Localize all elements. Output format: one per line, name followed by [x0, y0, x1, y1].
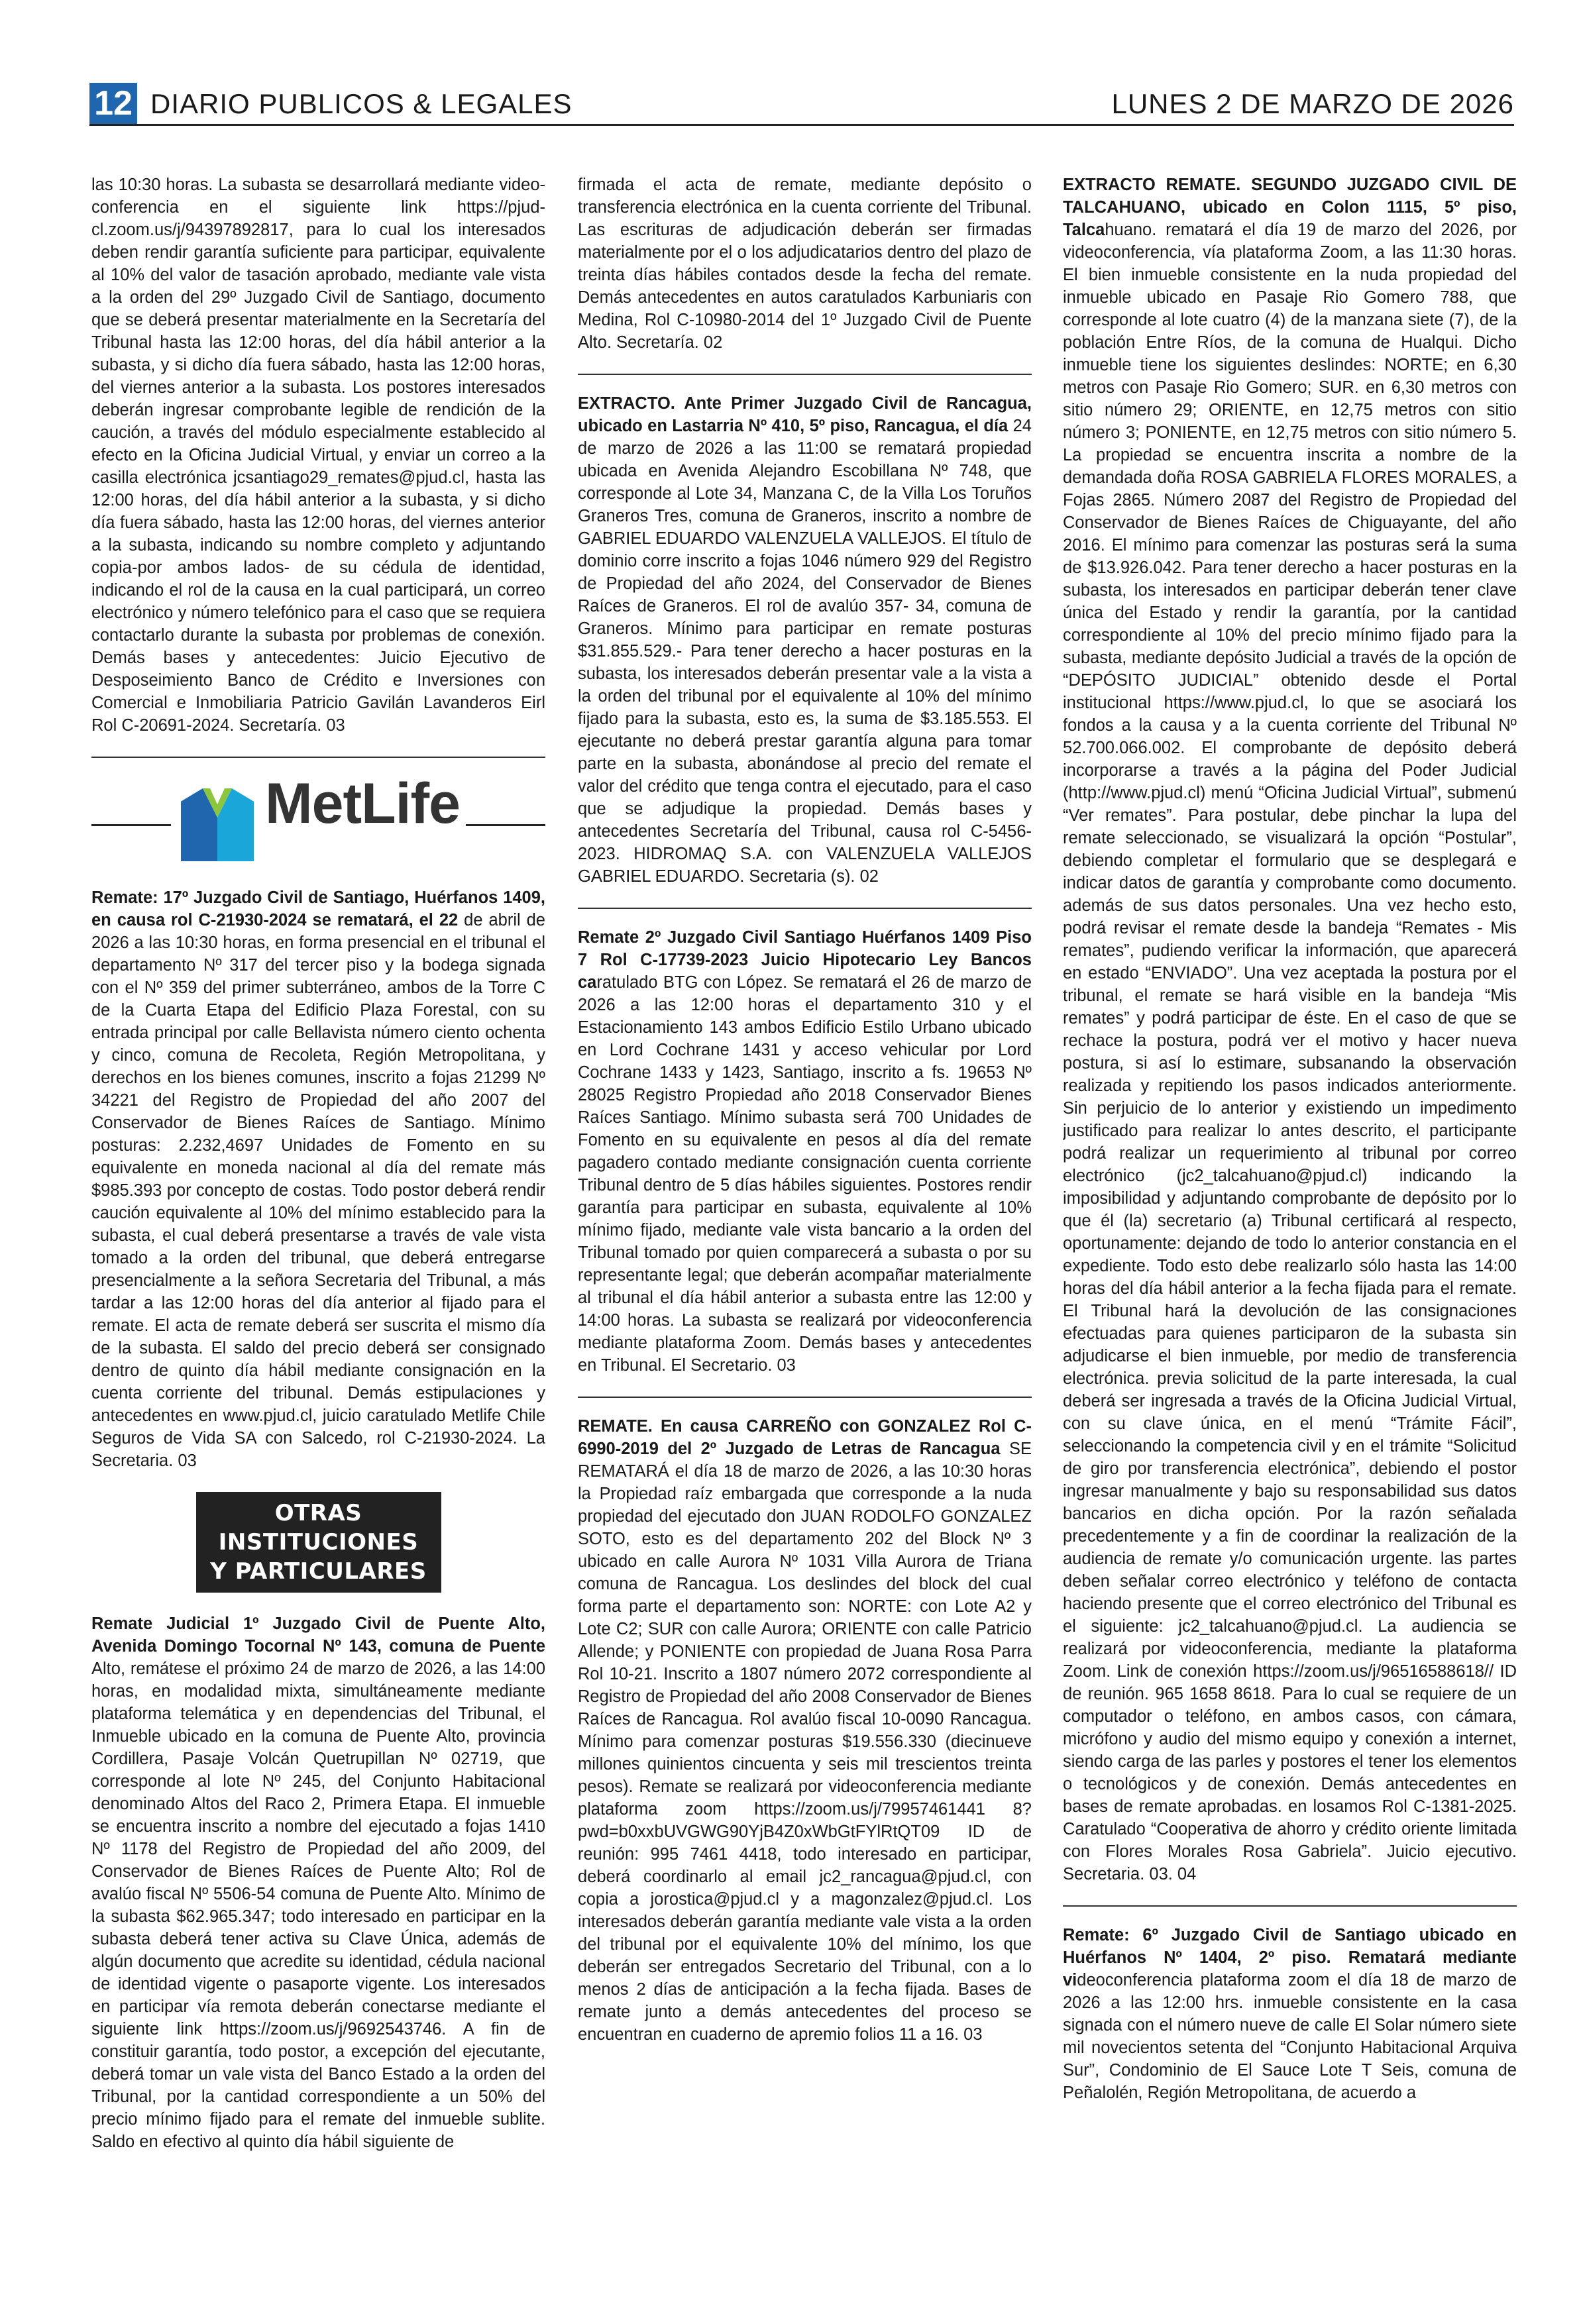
- divider: [578, 1397, 1032, 1398]
- publication-date: LUNES 2 DE MARZO DE 2026: [1111, 88, 1514, 119]
- column-2: [578, 174, 1032, 2284]
- notice-body: SE REMATARÁ el día 18 de marzo de 2026, a las 10:30 horas la Propiedad raíz embargada que corresponde a la nuda propiedad del ejecutado don JUAN RODOLFO GONZALEZ SOTO, esto es del departamento 202 del Block Nº 3 ubicado en calle Aurora Nº 1031 Villa Aurora de Triana comuna de Rancagua. Los deslindes del block del cual forma parte el departamento son: NORTE: con Lote A2 y Lote C2; SUR con calle Aurora; ORIENTE con calle Patricio Allende; y PONIENTE con propiedad de Juana Rosa Parra Rol 10-21. Inscrito a 1807 número 2072 correspondiente al Registro de Propiedad del año 2008 Conservador de Bienes Raíces de Rancagua. Rol avalúo fiscal 10-0090 Rancagua. Mínimo para comenzar posturas $19.556.330 (diecinueve millones quinientos cincuenta y seis mil trescientos treinta pesos). Remate se realizará por videoconferencia mediante plataforma zoom https://zoom.us/j/79957461441 8?pwd=b0xxbUVGWG90YjB4Z0xWbGtFYlRtQT09 ID de reunión: 995 7461 4418, todo interesado en participar, deberá coordinarlo al email jc2_rancagua@pjud.cl, con copia a jorostica@pjud.cl y a magonzalez@pjud.cl. Los interesados deberán garantía mediante vale vista a la orden del tribunal por el equivalente 10% del mínimo, los que deberán ser entregados Secretario del Tribunal, con a lo menos 2 días de anticipación a la fecha fijada. Bases de remate junto a demás antecedentes del proceso se encuentran en cuaderno de apremio folios 11 a 16. 03: [578, 1440, 1032, 2044]
- divider: [578, 908, 1032, 909]
- divider: [578, 374, 1032, 375]
- notice-body: Alto, remátese el próximo 24 de marzo de 2026, a las 14:00 horas, en modalidad mixta, simultáneamente mediante plataforma telemática y en dependencias del Tribunal, el Inmueble ubicado en la comuna de Puente Alto, provincia Cordillera, Pasaje Volcán Quetrupillan Nº 02719, que corresponde al lote Nº 245, del Conjunto Habitacional denominado Altos del Raco 2, Primera Etapa. El inmueble se encuentra inscrito a nombre del ejecutado a fojas 1410 Nº 1178 del Registro de Propiedad del año 2009, del Conservador de Bienes Raíces de Puente Alto; Rol de avalúo fiscal Nº 5506-54 comuna de Puente Alto. Mínimo de la subasta $62.965.347; todo interesado en participar en la subasta deberá tener activa su Clave Única, además de algún documento que acredite su identidad, cédula nacional de identidad vigente o pasaporte vigente. Los interesados en participar vía remota deberán conectarse mediante el siguiente link https://zoom.us/j/9692543746. A fin de constituir garantía, todo postor, a excepción del ejecutante, deberá tomar un vale vista del Banco Estado a la orden del Tribunal, por la cantidad correspondiente a un 50% del precio mínimo fijado para el remate del inmueble sublite. Saldo en efectivo al quinto día hábil siguiente de: [91, 1660, 545, 2151]
- column-1: [91, 174, 545, 2284]
- divider: [1063, 1905, 1517, 1907]
- notice-body: huano. rematará el día 19 de marzo del 2026, por videoconferencia, vía plataforma Zoom, a las 11:30 horas. El bien inmueble consistente en la nuda propiedad del inmueble ubicado en Pasaje Rio Gomero 788, que corresponde al lote cuatro (4) de la manzana siete (7), de la población Entre Ríos, de la comuna de Hualqui. Dicho inmueble tiene los siguientes deslindes: NORTE; en 6,30 metros con Pasaje Rio Gomero; SUR. en 6,30 metros con sitio número 29; ORIENTE, en 12,75 metros con sitio número 3; PONIENTE, en 12,75 metros con sitio número 5. La propiedad se encuentra inscrita a nombre de la demandada doña ROSA GABRIELA FLORES MORALES, a Fojas 2865. Número 2087 del Registro de Propiedad del Conservador de Bienes Raíces de Chiguayante, del año 2016. El mínimo para comenzar las posturas será la suma de $13.926.042. Para tener derecho a hacer posturas en la subasta, los interesados en participar deberán tener clave única del Estado y rendir la garantía, por la cantidad correspondiente al 10% del precio mínimo fijado para la subasta, mediante depósito Judicial a través de la opción de “DEPÓSITO JUDICIAL” obtenido desde el Portal institucional https://www.pjud.cl, lo que se asociará los fondos a la causa y a la cuenta corriente del Tribunal Nº 52.700.066.002. El comprobante de depósito deberá incorporarse a través a la página del Poder Judicial (http://www.pjud.cl) menú “Oficina Judicial Virtual”, submenú “Ver remates”. Para postular, debe pinchar la lupa del remate seleccionado, se visualizará la opción “Postular”, debiendo completar el formulario que se desplegará e indicar datos de garantía y comprobante como documento. además de sus datos personales. Una vez hecho esto, podrá revisar el remate desde la bandeja “Remates - Mis remates”, pudiendo verificar la información, que aparecerá en estado “ENVIADO”. Una vez aceptada la postura por el tribunal, el remate se hará visible en la bandeja “Mis remates” y podrá participar de éste. En el caso de que se rechace la postura, podrá ver el motivo y hacer nueva postura, si así lo estimare, subsanando la observación realizada y repitiendo los pasos indicados anteriormente. Sin perjuicio de lo anterior y existiendo un impedimento justificado para realizar lo antes descrito, el participante podrá realizar un requerimiento al tribunal por correo electrónico (jc2_talcahuano@pjud.cl) indicando la imposibilidad y adjuntando comprobante de depósito por lo que él (la) secretario (a) Tribunal certificará al respecto, oportunamente: dejando de todo lo anterior constancia en el expediente. Todo esto debe realizarlo sólo hasta las 14:00 horas del día hábil anterior a la fecha fijada para el remate. El Tribunal hará la devolución de las consignaciones efectuadas para quienes participaron de la subasta sin adjudicarse el bien inmueble, por medio de transferencia electrónica. previa solicitud de la parte interesada, la cual deberá ser ingresada a través de la Oficina Judicial Virtual, con su clave única, en el menú “Trámite Fácil”, seleccionando la competencia civil y en el trámite “Solicitud de giro por transferencia electrónica”, debiendo el postor ingresar manualmente y bajo su responsabilidad sus datos bancarios en dicha opción. Por la razón señalada precedentemente y a fin de coordinar la realización de la audiencia de remate y/o comunicación urgente. las partes deben señalar correo electrónico y teléfono de contacta haciendo presente que el correo electrónico del Tribunal es el siguiente: jc2_talcahuano@pjud.cl. La audiencia se realizará por videoconferencia, mediante la plataforma Zoom. Link de conexión https://zoom.us/j/96516588618// ID de reunión. 965 1658 8618. Para lo cual se requiere de un computador o teléfono, en ambos casos, con cámara, micrófono y audio del mismo equipo y conexión a internet, siendo carga de las parles y postores el tener los elementos o tecnológicos y de conexión. Demás antecedentes en bases de remate aprobadas. en losamos Rol C-1381-2025. Caratulado “Cooperativa de ahorro y crédito oriente limitada con Flores Morales Rosa Gabriela”. Juicio ejecutivo. Secretaria. 03. 04: [1063, 221, 1517, 1883]
- notice-heading: Remate: 6º Juzgado Civil de Santiago ubicado en Huérfanos Nº 1404, 2º piso. Rematará mediante vi: [1063, 1926, 1517, 1989]
- column-3: [1063, 174, 1517, 2284]
- notice-text: firmada el acta de remate, mediante depósito o transferencia electrónica en la cuenta corriente del Tribunal. Las escrituras de adjudicación deberán ser firmadas materialmente por el o los adjudicatarios dentro del plazo de treinta días hábiles contados desde la fecha del remate. Demás antecedentes en autos caratulados Karbuniaris con Medina, Rol C-10980-2014 del 1º Juzgado Civil de Puente Alto. Secretaría. 02: [578, 176, 1032, 352]
- publication-title: DIARIO PUBLICOS & LEGALES: [150, 88, 572, 119]
- notice: [91, 886, 545, 1472]
- notice: [578, 392, 1032, 888]
- notice: [578, 926, 1032, 1377]
- notice-heading: Remate 2º Juzgado Civil Santiago Huérfanos 1409 Piso 7 Rol C-17739-2023 Juicio Hipotecario Ley Bancos ca: [578, 928, 1032, 992]
- notice: [91, 1612, 545, 2153]
- notice-text: las 10:30 horas. La subasta se desarrollará mediante video-conferencia en el siguiente link https://pjud-cl.zoom.us/j/94397892817, para lo cual los interesados deben rendir garantía suficiente para participar, equivalente al 10% del valor de tasación aprobado, mediante vale vista a la orden del 29º Juzgado Civil de Santiago, documento que se deberá presentar materialmente en la Secretaría del Tribunal hasta las 12:00 horas, del día hábil anterior a la subasta, y si dicho día fuera sábado, hasta las 12:00 horas, del viernes anterior a la subasta. Los postores interesados deberán ingresar comprobante legible de rendición de la caución, a través del módulo especialmente establecido al efecto en la Oficina Judicial Virtual, y enviar un correo a la casilla electrónica jcsantiago29_remates@pjud.cl, hasta las 12:00 horas, del día hábil anterior a la subasta, y si dicho día fuera sábado, hasta las 12:00 horas, del viernes anterior a la subasta, indicando su nombre completo y adjuntando copia-por ambos lados- de su cédula de identidad, indicando el rol de la causa en la cual participará, un correo electrónico y número telefónico para el caso que se requiera contactarlo durante la subasta por problemas de conexión. Demás bases y antecedentes: Juicio Ejecutivo de Desposeimiento Banco de Crédito e Inversiones con Comercial e Inmobiliaria Patricio Gavilán Lavanderos Eirl Rol C-20691-2024. Secretaría. 03: [91, 176, 545, 735]
- notice-heading: Remate Judicial 1º Juzgado Civil de Puente Alto, Avenida Domingo Tocornal Nº 143, comuna de Puente: [91, 1614, 545, 1656]
- page-number: 12: [89, 83, 137, 124]
- divider: [91, 757, 545, 758]
- notice-heading: REMATE. En causa CARREÑO con GONZALEZ Rol C-6990-2019 del 2º Juzgado de Letras de Rancagua: [578, 1417, 1032, 1458]
- page-header: [89, 83, 1514, 126]
- notice-heading: Remate: 17º Juzgado Civil de Santiago, Huérfanos 1409, en causa rol C-21930-2024 se rematará, el 22: [91, 888, 545, 929]
- notice-body: ratulado BTG con López. Se rematará el 26 de marzo de 2026 a las 12:00 horas el departamento 310 y el Estacionamiento 143 ambos Edificio Estilo Urbano ubicado en Lord Cochrane 1431 y acceso vehicular por Lord Cochrane 1433 y 1423, Santiago, inscrito a fs. 19653 Nº 28025 Registro Propiedad año 2018 Conservador Bienes Raíces Santiago. Mínimo subasta será 700 Unidades de Fomento en su equivalente en pesos al día del remate pagadero contado mediante consignación cuenta corriente Tribunal dentro de 5 días hábiles siguientes. Postores rendir garantía para participar en subasta, equivalente al 10% mínimo fijado, mediante vale vista bancario a la orden del Tribunal tomado por quien comparecerá a subasta o por su representante legal; que deberán acompañar materialmente al tribunal el día hábil anterior a subasta entre las 12:00 y 14:00 horas. La subasta se realizará por videoconferencia mediante plataforma Zoom. Demás bases y antecedentes en Tribunal. El Secretario. 03: [578, 973, 1032, 1375]
- notice: [1063, 1924, 1517, 2104]
- metlife-logo-icon: [181, 788, 254, 861]
- divider: [91, 824, 171, 826]
- section-banner-line-1: OTRAS INSTITUCIONES: [218, 1500, 419, 1556]
- notice-body: deoconferencia plataforma zoom el día 18 de marzo de 2026 a las 12:00 hrs. inmueble consistente en la casa signada con el número nueve de calle El Solar número siete mil novecientos setenta del “Conjunto Habitacional Arquiva Sur”, Condominio de El Sauce Lote T Seis, comuna de Peñalolén, Región Metropolitana, de acuerdo a: [1063, 1971, 1517, 2102]
- metlife-logo-text: MetLife: [265, 772, 460, 835]
- metlife-ad: [91, 772, 545, 874]
- notice-body: de abril de 2026 a las 10:30 horas, en forma presencial en el tribunal el departamento Nº 317 del tercer piso y la bodega signada con el Nº 359 del primer subterráneo, ambos de la Torre C de la Cuarta Etapa del Edificio Plaza Forestal, con su entrada principal por calle Bellavista número ciento ochenta y cinco, comuna de Recoleta, Región Metropolitana, y derechos en los bienes comunes, inscrito a fojas 21299 Nº 34221 del Registro de Propiedad del año 2007 del Conservador de Bienes Raíces de Santiago. Mínimo posturas: 2.232,4697 Unidades de Fomento en su equivalente en moneda nacional al día del remate más $985.393 por concepto de costas. Todo postor deberá rendir caución equivalente al 10% del mínimo establecido para la subasta, el cual deberá presentarse a través de vale vista tomado a la orden del tribunal, que deberá entregarse presencialmente a la señora Secretaria del Tribunal, a más tardar a las 12:00 horas del día anterior al fijado para el remate. El acta de remate deberá ser suscrita el mismo día de la subasta. El saldo del precio deberá ser consignado dentro de quinto día hábil mediante consignación en la cuenta corriente del tribunal. Demás estipulaciones y antecedentes en www.pjud.cl, juicio caratulado Metlife Chile Seguros de Vida SA con Salcedo, rol C-21930-2024. La Secretaria. 03: [91, 911, 545, 1470]
- notice-heading: EXTRACTO. Ante Primer Juzgado Civil de Rancagua, ubicado en Lastarria Nº 410, 5º piso, Rancagua, el día: [578, 394, 1032, 435]
- notice: [1063, 174, 1517, 1885]
- notice-body: 24 de marzo de 2026 a las 11:00 se rematará propiedad ubicada en Avenida Alejandro Escobillana Nº 748, que corresponde al Lote 34, Manzana C, de la Villa Los Toruños Graneros Tres, comuna de Graneros, inscrito a nombre de GABRIEL EDUARDO VALENZUELA VALLEJOS. El título de dominio corre inscrito a fojas 1046 número 929 del Registro de Propiedad del año 2024, del Conservador de Bienes Raíces de Graneros. El rol de avalúo 357- 34, comuna de Graneros. Mínimo para participar en remate posturas $31.855.529.- Para tener derecho a hacer posturas en la subasta, los interesados deberán presentar vale a la vista a la orden del tribunal por el equivalente al 10% del mínimo fijado para la subasta, esto es, la suma de $3.185.553. El ejecutante no deberá prestar garantía alguna para tomar parte en la subasta, abonándose al precio del remate el valor del crédito que tenga contra el ejecutado, para el caso que se adjudique la propiedad. Demás bases y antecedentes Secretaría del Tribunal, causa rol C-5456-2023. HIDROMAQ S.A. con VALENZUELA VALLEJOS GABRIEL EDUARDO. Secretaria (s). 02: [578, 417, 1032, 886]
- section-banner: [196, 1492, 441, 1593]
- notice: [578, 1415, 1032, 2046]
- section-banner-line-2: Y PARTICULARES: [210, 1558, 427, 1585]
- divider: [466, 824, 545, 826]
- notice-heading: EXTRACTO REMATE. SEGUNDO JUZGADO CIVIL DE TALCAHUANO, ubicado en Colon 1115, 5º piso, Talca: [1063, 176, 1517, 239]
